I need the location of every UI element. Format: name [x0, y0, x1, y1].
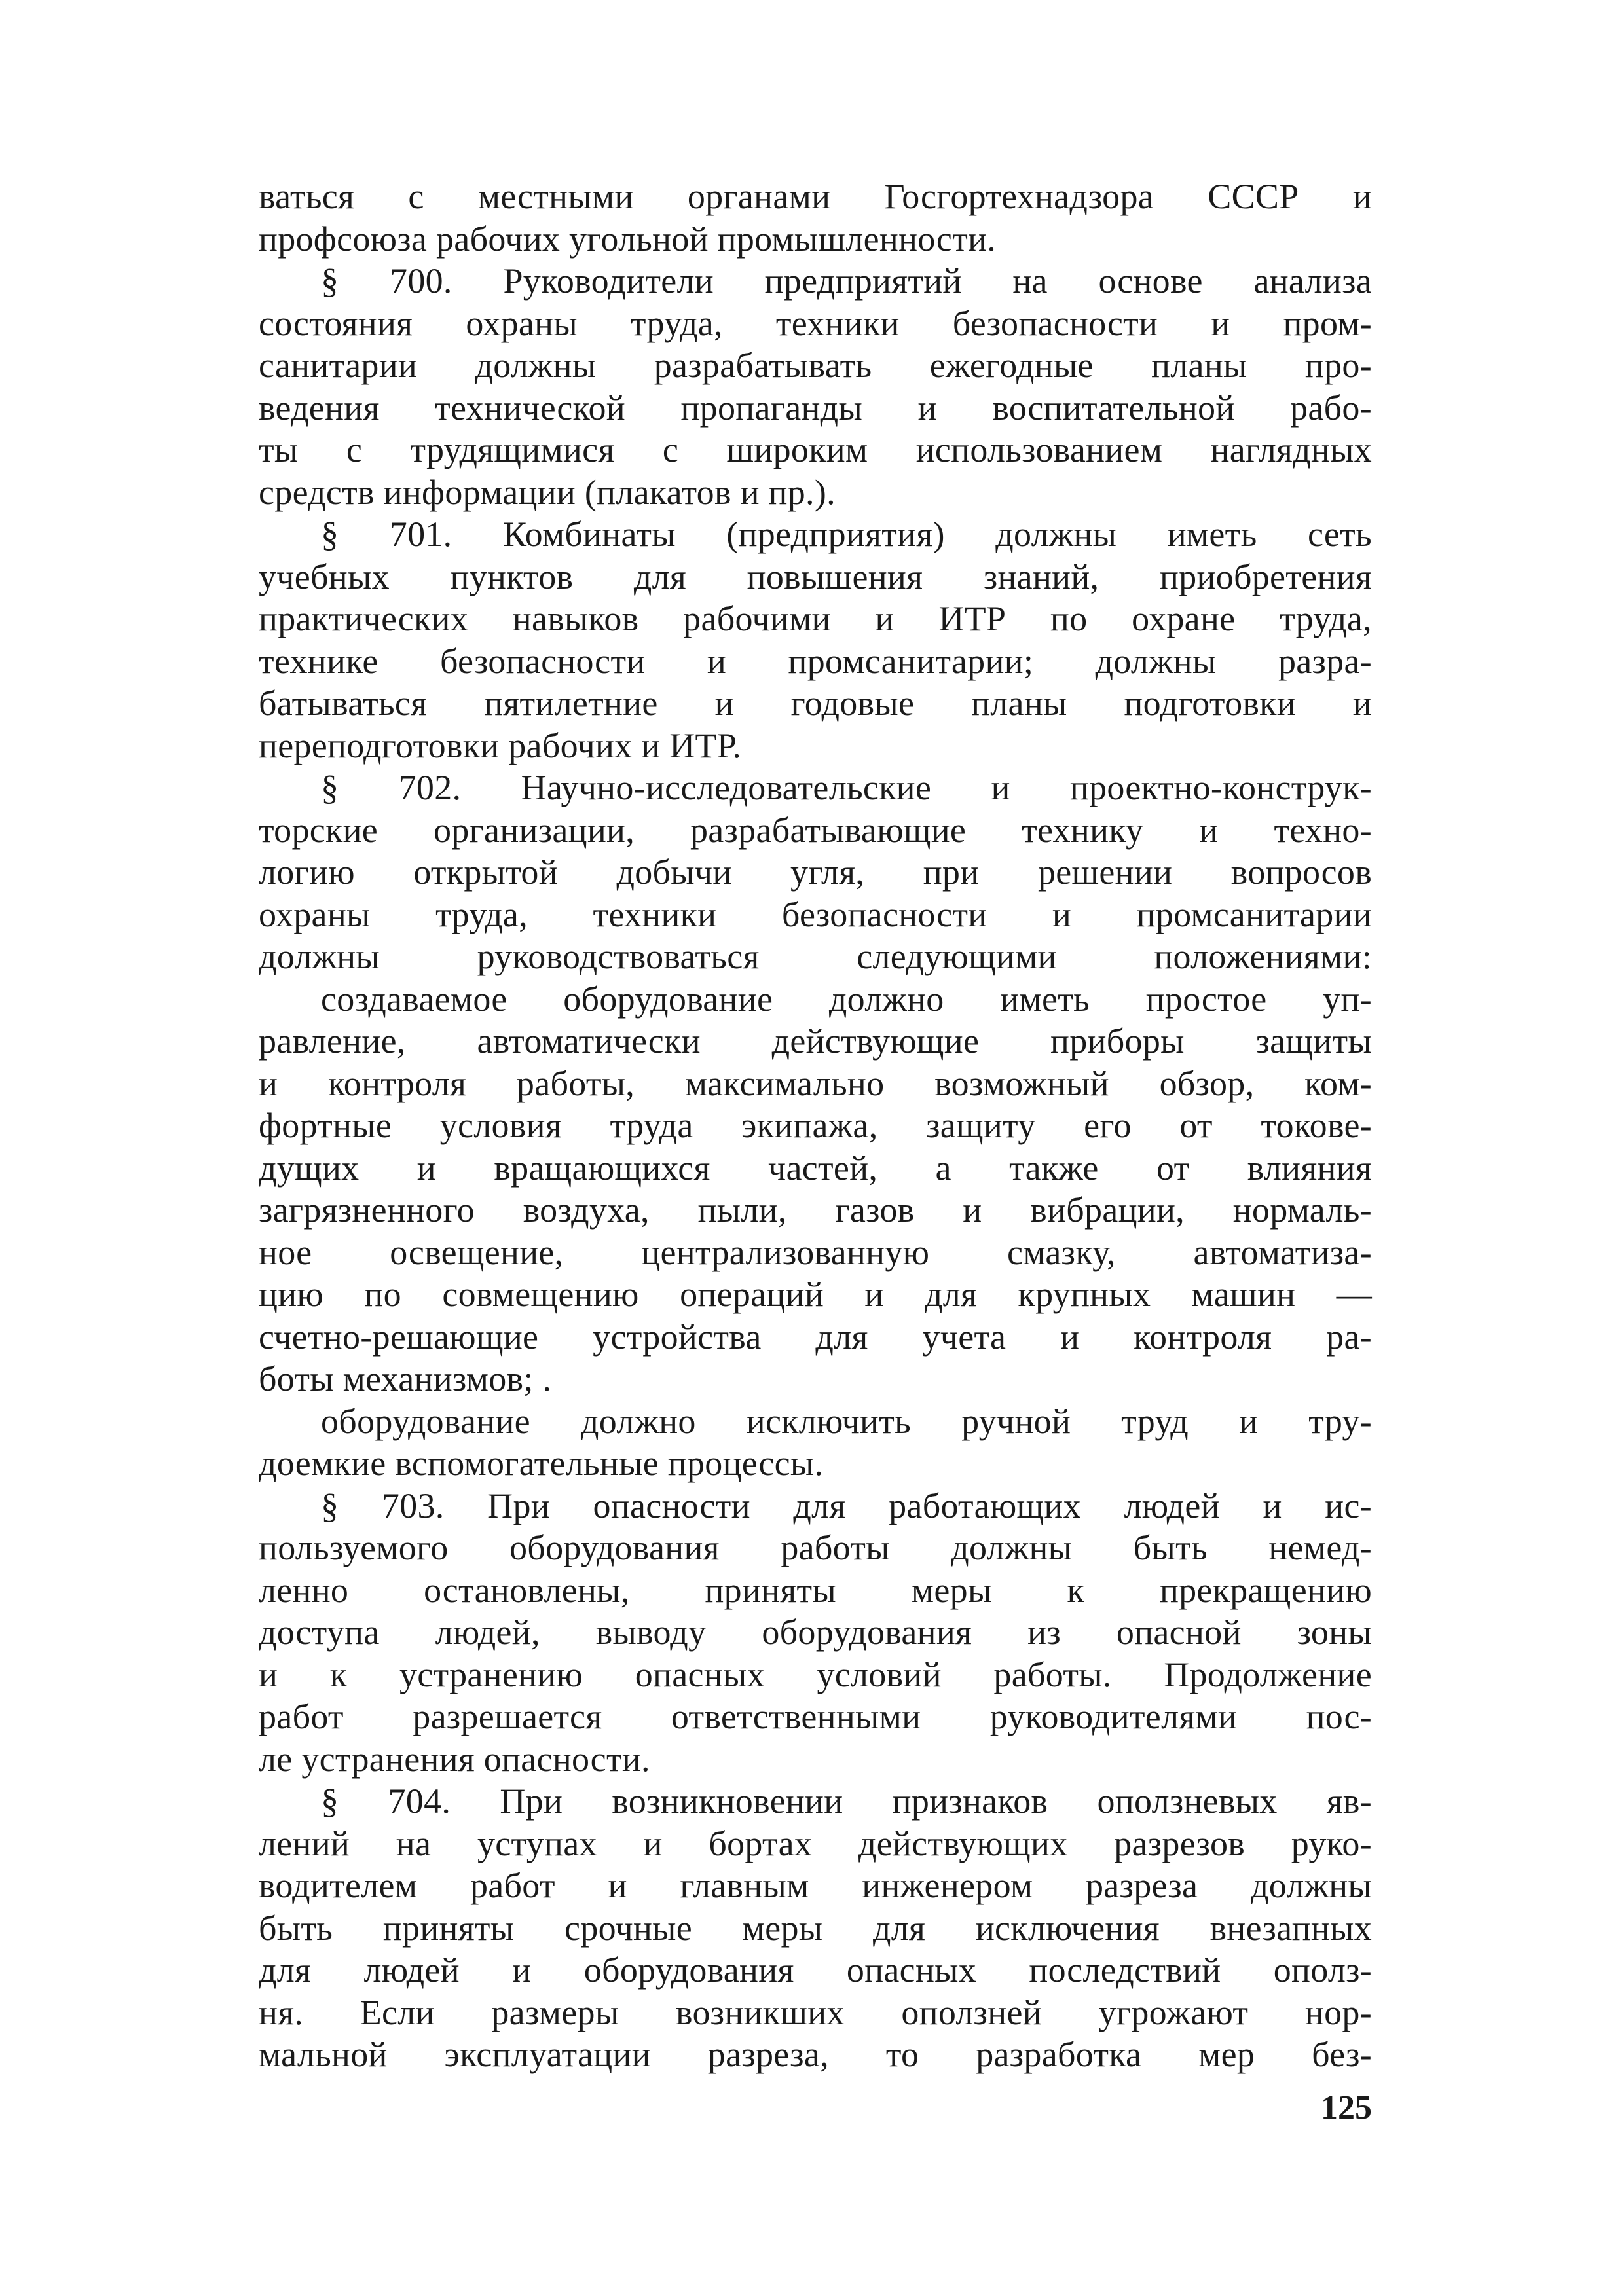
- text-line-44: ня. Если размеры возникших оползней угрожают нор-: [259, 1992, 1372, 2032]
- text-line-12: технике безопасности и промсанитарии; должны разра-: [259, 641, 1372, 681]
- text-line-20: создаваемое оборудование должно иметь простое уп-: [321, 979, 1372, 1019]
- text-line-2: профсоюза рабочих угольной промышленности.: [259, 219, 997, 259]
- text-line-13: батываться пятилетние и годовые планы подготовки и: [259, 683, 1372, 723]
- text-line-17: логию открытой добычи угля, при решении вопросов: [259, 852, 1372, 892]
- text-line-18: охраны труда, техники безопасности и промсанитарии: [259, 894, 1372, 934]
- text-line-15: § 702. Научно-исследовательские и проектно-конструк-: [321, 768, 1372, 807]
- text-line-30: оборудование должно исключить ручной труд и тру-: [321, 1401, 1372, 1441]
- text-line-21: равление, автоматически действующие приборы защиты: [259, 1021, 1372, 1061]
- text-line-19: должны руководствоваться следующими положениями:: [259, 937, 1372, 976]
- text-line-22: и контроля работы, максимально возможный обзор, ком-: [259, 1063, 1372, 1103]
- text-line-8: средств информации (плакатов и пр.).: [259, 472, 836, 512]
- text-line-37: работ разрешается ответственными руководителями пос-: [259, 1697, 1372, 1736]
- page-number: 125: [1321, 2089, 1372, 2126]
- text-line-38: ле устранения опасности.: [259, 1739, 650, 1779]
- text-line-24: дущих и вращающихся частей, а также от влияния: [259, 1148, 1372, 1188]
- text-line-29: боты механизмов; .: [259, 1359, 552, 1398]
- text-line-45: мальной эксплуатации разреза, то разработка мер без-: [259, 2035, 1372, 2074]
- text-line-33: пользуемого оборудования работы должны быть немед-: [259, 1528, 1372, 1567]
- text-line-14: переподготовки рабочих и ИТР.: [259, 725, 742, 765]
- text-line-10: учебных пунктов для повышения знаний, приобретения: [259, 556, 1372, 596]
- text-line-34: ленно остановлены, приняты меры к прекращению: [259, 1570, 1372, 1610]
- text-line-32: § 703. При опасности для работающих людей и ис-: [321, 1485, 1372, 1525]
- text-line-6: ведения технической пропаганды и воспитательной рабо-: [259, 388, 1372, 428]
- text-line-11: практических навыков рабочими и ИТР по охране труда,: [259, 599, 1372, 638]
- text-line-1: ваться с местными органами Госгортехнадзора СССР и: [259, 177, 1372, 216]
- text-line-27: цию по совмещению операций и для крупных машин —: [259, 1275, 1372, 1314]
- text-line-35: доступа людей, выводу оборудования из опасной зоны: [259, 1613, 1372, 1652]
- text-line-5: санитарии должны разрабатывать ежегодные планы про-: [259, 346, 1372, 385]
- body-text: [259, 175, 1372, 2076]
- text-line-25: загрязненного воздуха, пыли, газов и вибрации, нормаль-: [259, 1190, 1372, 1230]
- text-line-41: водителем работ и главным инженером разреза должны: [259, 1866, 1372, 1905]
- text-line-26: ное освещение, централизованную смазку, автоматиза-: [259, 1232, 1372, 1272]
- text-line-23: фортные условия труда экипажа, защиту его от токове-: [259, 1106, 1372, 1145]
- text-line-42: быть приняты срочные меры для исключения внезапных: [259, 1908, 1372, 1948]
- text-line-40: лений на уступах и бортах действующих разрезов руко-: [259, 1823, 1372, 1863]
- text-line-9: § 701. Комбинаты (предприятия) должны иметь сеть: [321, 515, 1372, 554]
- text-line-31: доемкие вспомогательные процессы.: [259, 1444, 824, 1483]
- text-line-7: ты с трудящимися с широким использованием наглядных: [259, 430, 1372, 469]
- text-line-4: состояния охраны труда, техники безопасности и пром-: [259, 303, 1372, 343]
- text-line-39: § 704. При возникновении признаков оползневых яв-: [321, 1781, 1372, 1821]
- text-line-3: § 700. Руководители предприятий на основе анализа: [321, 261, 1372, 301]
- text-line-36: и к устранению опасных условий работы. Продолжение: [259, 1654, 1372, 1694]
- text-line-43: для людей и оборудования опасных последствий ополз-: [259, 1950, 1372, 1990]
- text-line-16: торские организации, разрабатывающие технику и техно-: [259, 810, 1372, 850]
- text-line-28: счетно-решающие устройства для учета и контроля ра-: [259, 1317, 1372, 1357]
